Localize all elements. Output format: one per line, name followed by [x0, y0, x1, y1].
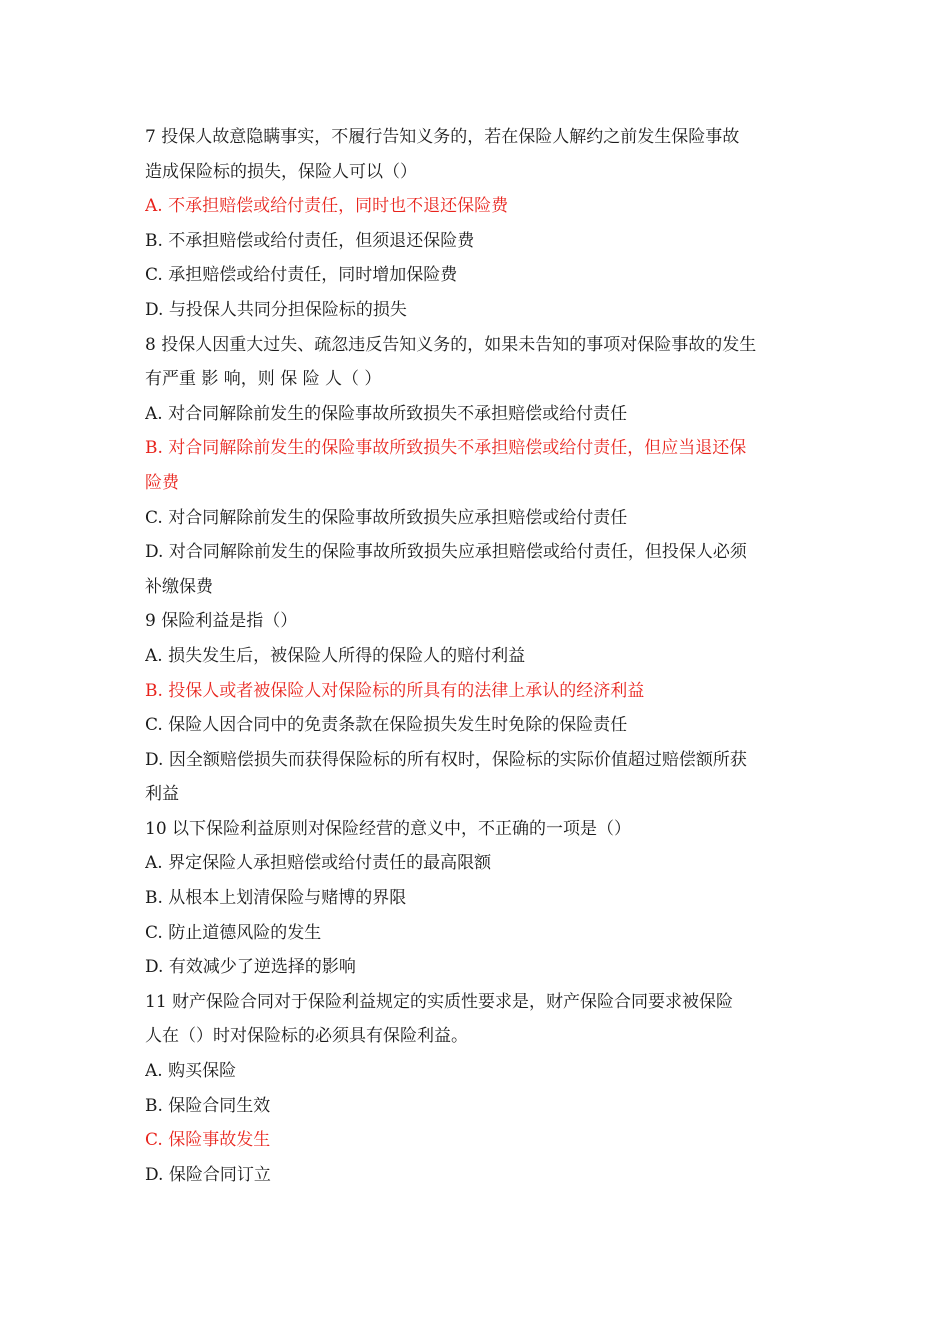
option-line: D. 对合同解除前发生的保险事故所致损失应承担赔偿或给付责任，但投保人必须	[145, 542, 747, 563]
option-line: A. 界定保险人承担赔偿或给付责任的最高限额	[145, 853, 492, 874]
question-stem-line: 7 投保人故意隐瞒事实，不履行告知义务的，若在保险人解约之前发生保险事故	[145, 127, 740, 147]
correct-option-line: 险费	[145, 472, 179, 493]
option-line: D. 与投保人共同分担保险标的损失	[145, 299, 407, 320]
question-block	[145, 985, 810, 1193]
option-line: C. 承担赔偿或给付责任，同时增加保险费	[145, 265, 458, 286]
question-block	[145, 120, 810, 328]
option-line: A. 对合同解除前发生的保险事故所致损失不承担赔偿或给付责任	[145, 403, 628, 424]
option-line: B. 不承担赔偿或给付责任，但须退还保险费	[145, 230, 475, 251]
correct-option-line: C. 保险事故发生	[145, 1130, 271, 1151]
question-stem-line: 造成保险标的损失，保险人可以（）	[145, 161, 417, 182]
question-stem-line: 8 投保人因重大过失、疏忽违反告知义务的，如果未告知的事项对保险事故的发生	[145, 334, 757, 355]
correct-option-line: A. 不承担赔偿或给付责任，同时也不退还保险费	[145, 196, 509, 217]
option-line: 利益	[145, 784, 179, 805]
option-line: A. 购买保险	[145, 1061, 237, 1082]
option-line: B. 保险合同生效	[145, 1095, 271, 1116]
option-line: C. 防止道德风险的发生	[145, 922, 322, 943]
option-line: C. 保险人因合同中的免责条款在保险损失发生时免除的保险责任	[145, 715, 628, 736]
option-line: 补缴保费	[145, 576, 213, 597]
question-block	[145, 604, 810, 812]
question-stem-line: 10 以下保险利益原则对保险经营的意义中，不正确的一项是（）	[145, 818, 632, 839]
question-block	[145, 328, 810, 605]
option-line: D. 有效减少了逆选择的影响	[145, 957, 356, 978]
correct-option-line: B. 对合同解除前发生的保险事故所致损失不承担赔偿或给付责任，但应当退还保	[145, 438, 747, 459]
option-line: D. 因全额赔偿损失而获得保险标的所有权时，保险标的实际价值超过赔偿额所获	[145, 749, 747, 770]
question-stem-line: 人在（）时对保险标的必须具有保险利益。	[145, 1026, 468, 1047]
question-stem-line: 9 保险利益是指（）	[145, 611, 298, 632]
correct-option-line: B. 投保人或者被保险人对保险标的所具有的法律上承认的经济利益	[145, 680, 645, 701]
option-line: A. 损失发生后，被保险人所得的保险人的赔付利益	[145, 645, 526, 666]
question-block	[145, 812, 810, 985]
option-line: D. 保险合同订立	[145, 1164, 271, 1185]
option-line: C. 对合同解除前发生的保险事故所致损失应承担赔偿或给付责任	[145, 507, 628, 528]
question-stem-line: 11 财产保险合同对于保险利益规定的实质性要求是，财产保险合同要求被保险	[145, 991, 734, 1012]
question-list	[145, 120, 810, 1192]
question-stem-line: 有严重 影 响，则 保 险 人（ ）	[145, 369, 382, 390]
option-line: B. 从根本上划清保险与赌博的界限	[145, 888, 407, 909]
